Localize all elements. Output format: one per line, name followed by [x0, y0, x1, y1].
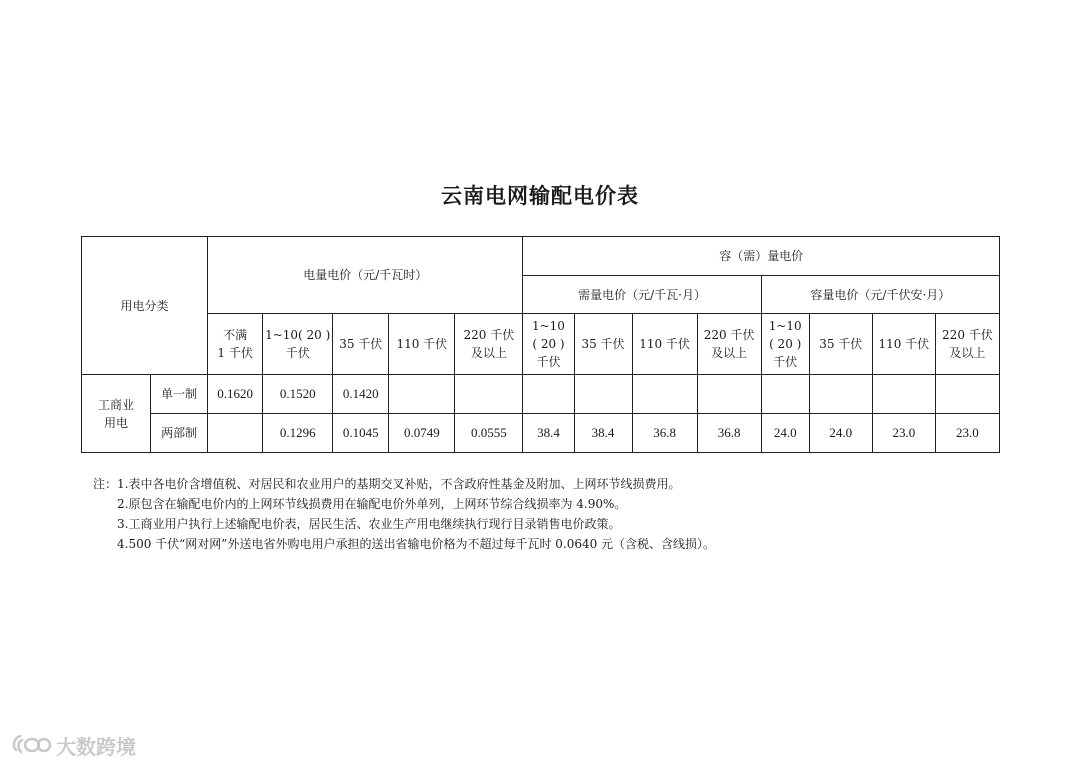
table-cell	[389, 375, 455, 414]
table-cell	[455, 375, 523, 414]
voltage-level-header: 1~10 ( 20 ) 千伏	[523, 314, 574, 375]
table-cell	[872, 375, 935, 414]
row-label: 单一制	[151, 375, 208, 414]
table-row	[82, 375, 1000, 414]
group-label: 工商业 用电	[82, 375, 151, 453]
table-cell	[208, 414, 263, 453]
table-cell	[935, 375, 999, 414]
table-cell: 0.1296	[263, 414, 333, 453]
table-cell: 24.0	[809, 414, 872, 453]
table-cell: 0.1045	[333, 414, 389, 453]
voltage-level-header: 220 千伏 及以上	[455, 314, 523, 375]
category-header: 用电分类	[82, 237, 208, 375]
table-cell: 0.0555	[455, 414, 523, 453]
table-row	[82, 414, 1000, 453]
watermark	[10, 730, 136, 761]
table-cell: 23.0	[935, 414, 999, 453]
notes-section	[93, 474, 993, 554]
table-cell: 36.8	[632, 414, 697, 453]
table-cell	[632, 375, 697, 414]
tariff-table	[81, 236, 1000, 453]
table-cell: 24.0	[761, 414, 809, 453]
voltage-level-header: 35 千伏	[333, 314, 389, 375]
voltage-level-header: 110 千伏	[632, 314, 697, 375]
note-line: 4.500 千伏“网对网”外送电省外购电用户承担的送出省输电价格为不超过每千瓦时 0.0640 元（含税、含线损）。	[117, 537, 716, 551]
table-cell	[523, 375, 574, 414]
table-cell: 36.8	[697, 414, 761, 453]
voltage-level-header: 1~10( 20 ) 千伏	[263, 314, 333, 375]
table-cell: 0.1620	[208, 375, 263, 414]
voltage-level-header: 110 千伏	[872, 314, 935, 375]
watermark-text: 大数跨境	[56, 735, 136, 759]
capacity-price-header: 容量电价（元/千伏安·月）	[761, 276, 999, 314]
table-cell	[809, 375, 872, 414]
table-cell: 0.1520	[263, 375, 333, 414]
table-cell: 0.1420	[333, 375, 389, 414]
demand-price-header: 需量电价（元/千瓦·月）	[523, 276, 761, 314]
note-line: 2.原包含在输配电价内的上网环节线损费用在输配电价外单列，上网环节综合线损率为 4.90%。	[117, 497, 627, 511]
voltage-level-header: 220 千伏 及以上	[935, 314, 999, 375]
voltage-level-header: 不满 1 千伏	[208, 314, 263, 375]
capacity-demand-header: 容（需）量电价	[523, 237, 1000, 276]
table-cell	[761, 375, 809, 414]
energy-price-header: 电量电价（元/千瓦时）	[208, 237, 523, 314]
table-cell	[697, 375, 761, 414]
table-cell: 0.0749	[389, 414, 455, 453]
note-line: 3.工商业用户执行上述输配电价表，居民生活、农业生产用电继续执行现行目录销售电价政策。	[117, 517, 621, 531]
page-title: 云南电网输配电价表	[441, 183, 639, 208]
voltage-level-header: 35 千伏	[809, 314, 872, 375]
table-cell: 38.4	[574, 414, 632, 453]
voltage-level-header: 110 千伏	[389, 314, 455, 375]
row-label: 两部制	[151, 414, 208, 453]
voltage-level-header: 1~10 ( 20 ) 千伏	[761, 314, 809, 375]
note-line: 注：1.表中各电价含增值税、对居民和农业用户的基期交叉补贴，不含政府性基金及附加、上网环节线损费用。	[93, 477, 681, 491]
table-cell	[574, 375, 632, 414]
table-cell: 23.0	[872, 414, 935, 453]
table-cell: 38.4	[523, 414, 574, 453]
sina-weibo-logo-icon	[10, 730, 52, 761]
voltage-level-header: 35 千伏	[574, 314, 632, 375]
voltage-level-header: 220 千伏 及以上	[697, 314, 761, 375]
